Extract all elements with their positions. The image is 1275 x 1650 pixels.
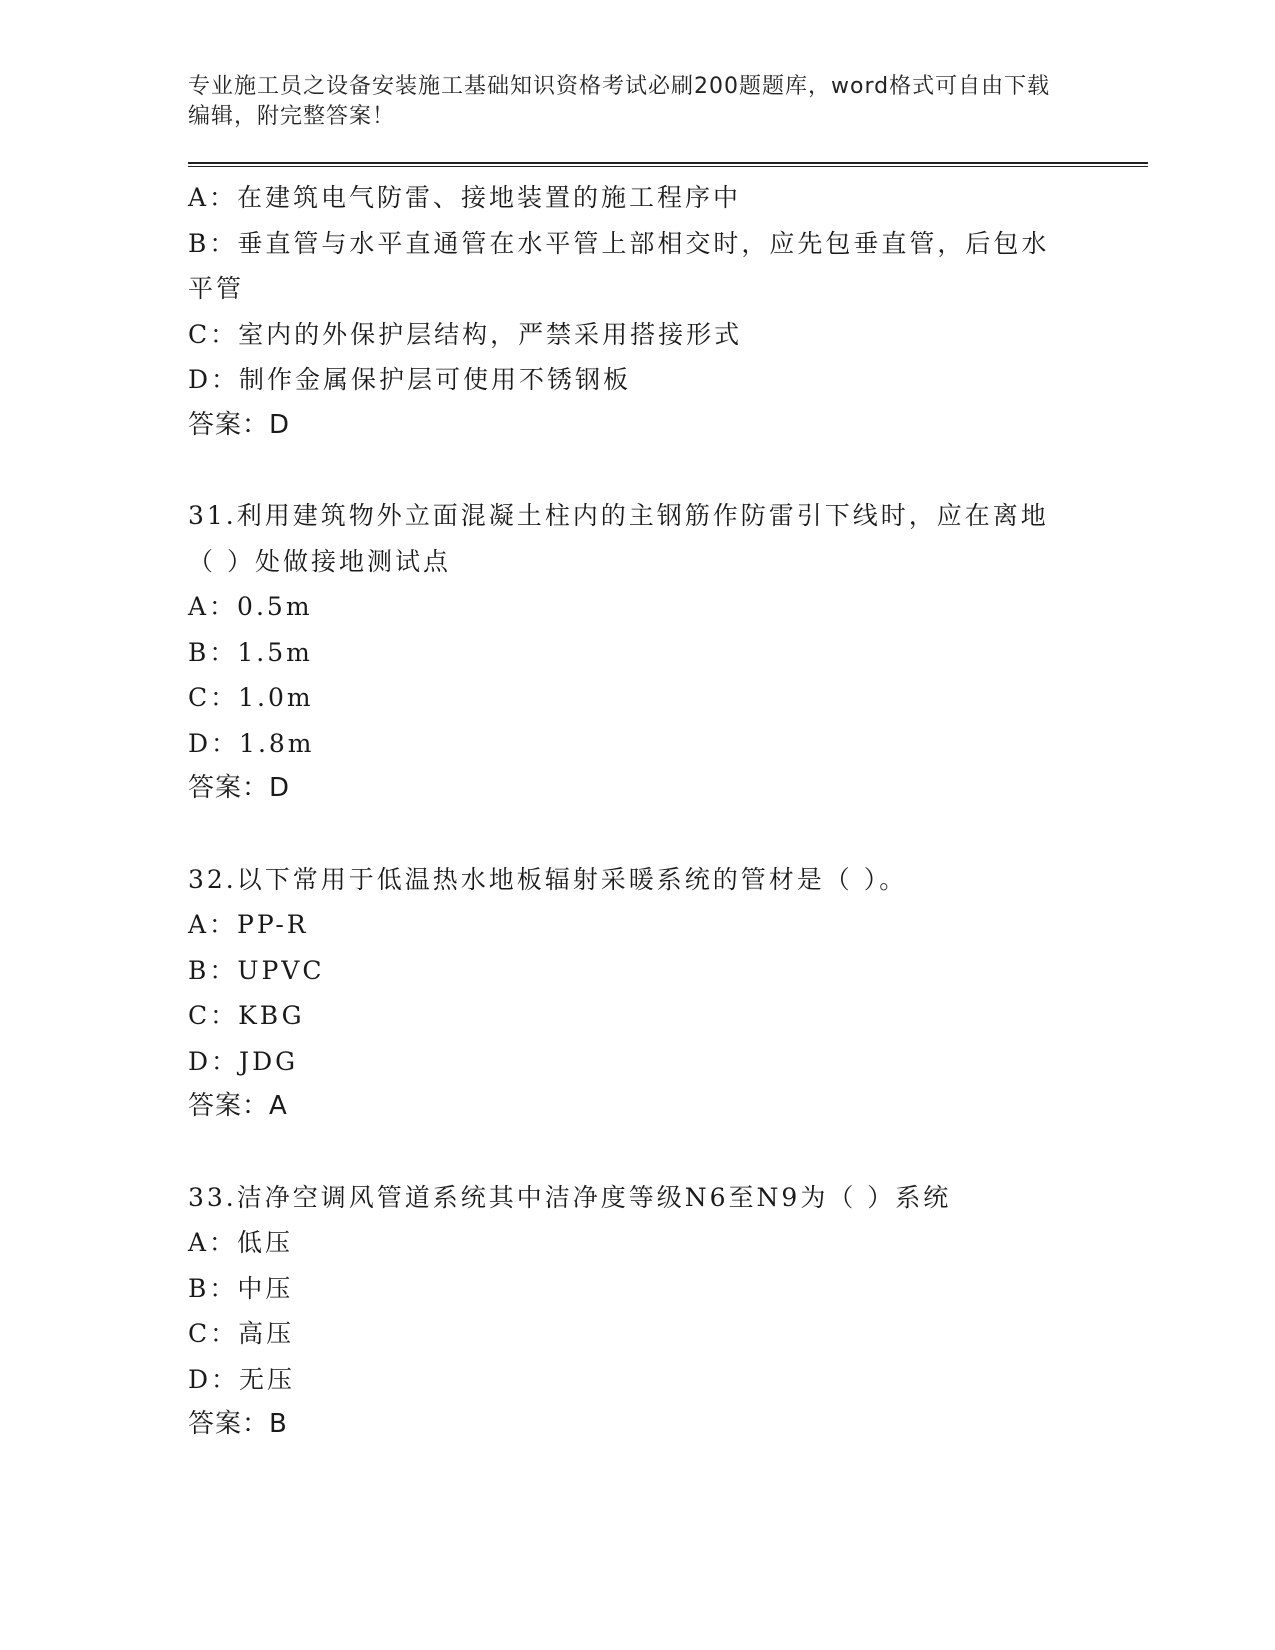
option-a: A：在建筑电气防雷、接地装置的施工程序中 bbox=[188, 183, 742, 212]
answer-line: 答案：D bbox=[188, 773, 291, 803]
option-c: C：高压 bbox=[188, 1319, 295, 1348]
option-d: D：无压 bbox=[188, 1364, 296, 1394]
question-block-30 bbox=[188, 175, 1148, 448]
option-d: D：1.8m bbox=[188, 728, 315, 758]
document-page bbox=[188, 72, 1148, 1448]
question-stem: 32.以下常用于低温热水地板辐射采暖系统的管材是（ ）。 bbox=[188, 864, 908, 894]
question-block-31 bbox=[188, 493, 1148, 812]
answer-line: 答案：B bbox=[188, 1409, 288, 1439]
option-a: A：0.5m bbox=[188, 592, 313, 621]
question-stem: 31.利用建筑物外立面混凝土柱内的主钢筋作防雷引下线时，应在离地（ ）处做接地测试点 bbox=[188, 501, 1049, 576]
header-divider bbox=[188, 162, 1148, 167]
answer-line: 答案：A bbox=[188, 1091, 288, 1121]
document-header: 专业施工员之设备安装施工基础知识资格考试必刷200题题库，word格式可自由下载编辑，附完整答案！ bbox=[188, 74, 1051, 129]
option-a: A：低压 bbox=[188, 1228, 294, 1257]
option-b: B：UPVC bbox=[188, 955, 325, 985]
question-stem: 33.洁净空调风管道系统其中洁净度等级N6至N9为（ ）系统 bbox=[188, 1182, 952, 1212]
option-c: C：1.0m bbox=[188, 683, 314, 712]
option-a: A：PP-R bbox=[188, 910, 309, 939]
question-block-33 bbox=[188, 1175, 1148, 1448]
option-b: B：中压 bbox=[188, 1273, 294, 1303]
option-c: C：室内的外保护层结构，严禁采用搭接形式 bbox=[188, 319, 743, 349]
answer-line: 答案：D bbox=[188, 409, 291, 440]
question-block-32 bbox=[188, 857, 1148, 1130]
option-b: B：垂直管与水平直通管在水平管上部相交时，应先包垂直管，后包水平管 bbox=[188, 228, 1050, 303]
option-c: C：KBG bbox=[188, 1001, 305, 1030]
option-d: D：制作金属保护层可使用不锈钢板 bbox=[188, 365, 632, 394]
option-d: D：JDG bbox=[188, 1046, 299, 1076]
option-b: B：1.5m bbox=[188, 637, 313, 667]
